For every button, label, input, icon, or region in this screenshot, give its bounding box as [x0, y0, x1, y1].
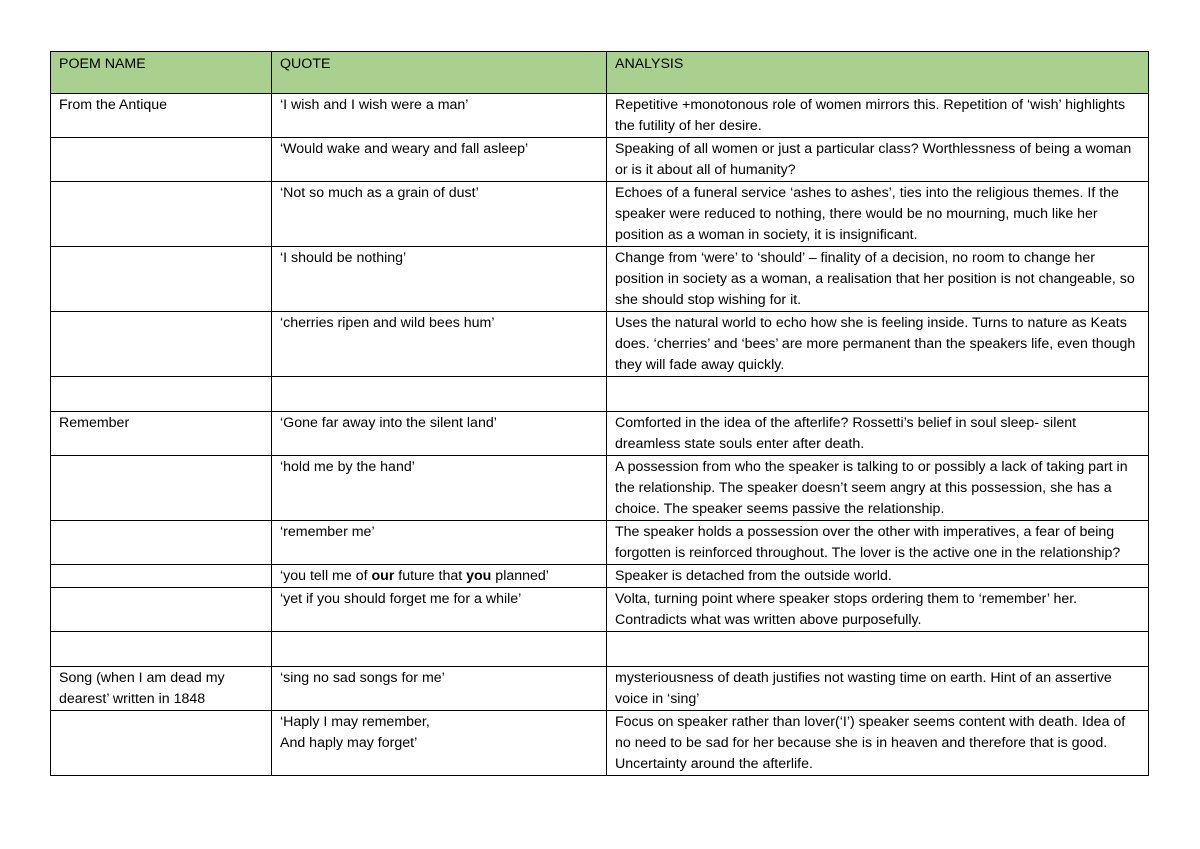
analysis-cell: A possession from who the speaker is talking to or possibly a lack of taking part in the relationship. The speaker doesn’t seem angry at this possession, she has a choice. The speaker seems passive the relationship. [607, 456, 1149, 521]
quote-part: future that [394, 568, 467, 584]
poem-cell [51, 711, 272, 776]
quote-cell: ‘sing no sad songs for me’ [272, 667, 607, 711]
quote-part: ‘you tell me of [280, 568, 372, 584]
poem-cell [51, 456, 272, 521]
analysis-cell: Speaker is detached from the outside world. [607, 565, 1149, 588]
analysis-cell [607, 632, 1149, 667]
analysis-cell: Repetitive +monotonous role of women mirrors this. Repetition of ‘wish’ highlights the futility of her desire. [607, 94, 1149, 138]
quote-cell: ‘Haply I may remember, And haply may forget’ [272, 711, 607, 776]
table-row [51, 94, 1149, 138]
table-row [51, 667, 1149, 711]
analysis-cell: Change from ‘were’ to ‘should’ – finality of a decision, no room to change her position in society as a woman, a realisation that her position is not changeable, so she should stop wishing for it. [607, 247, 1149, 312]
table-row [51, 588, 1149, 632]
quote-cell [272, 377, 607, 412]
poem-cell [51, 312, 272, 377]
analysis-cell: The speaker holds a possession over the other with imperatives, a fear of being forgotten is reinforced throughout. The lover is the active one in the relationship? [607, 521, 1149, 565]
quote-cell: ‘Would wake and weary and fall asleep’ [272, 138, 607, 182]
quote-cell: ‘cherries ripen and wild bees hum’ [272, 312, 607, 377]
table-row [51, 412, 1149, 456]
poem-cell [51, 182, 272, 247]
poem-cell [51, 247, 272, 312]
table-row-empty [51, 632, 1149, 667]
analysis-cell: mysteriousness of death justifies not wasting time on earth. Hint of an assertive voice in ‘sing’ [607, 667, 1149, 711]
poem-cell [51, 521, 272, 565]
quote-cell [272, 565, 607, 588]
poem-cell: Song (when I am dead my dearest’ written in 1848 [51, 667, 272, 711]
poem-cell [51, 565, 272, 588]
analysis-cell [607, 377, 1149, 412]
table-row [51, 247, 1149, 312]
poem-cell: From the Antique [51, 94, 272, 138]
quote-cell: ‘Not so much as a grain of dust’ [272, 182, 607, 247]
table-row-empty [51, 377, 1149, 412]
table-row [51, 456, 1149, 521]
analysis-cell: Echoes of a funeral service ‘ashes to ashes’, ties into the religious themes. If the speaker were reduced to nothing, there would be no mourning, much like her position as a woman in society, it is insignificant. [607, 182, 1149, 247]
quote-cell: ‘I should be nothing’ [272, 247, 607, 312]
table-row [51, 565, 1149, 588]
poem-cell [51, 588, 272, 632]
analysis-cell: Speaking of all women or just a particular class? Worthlessness of being a woman or is it about all of humanity? [607, 138, 1149, 182]
quote-part-bold: our [371, 568, 395, 584]
header-analysis: ANALYSIS [607, 52, 1149, 94]
header-poem-name: POEM NAME [51, 52, 272, 94]
analysis-cell: Comforted in the idea of the afterlife? Rossetti’s belief in soul sleep- silent dreamless state souls enter after death. [607, 412, 1149, 456]
table-header-row [51, 52, 1149, 94]
quote-cell [272, 632, 607, 667]
poem-cell [51, 377, 272, 412]
quote-cell: ‘I wish and I wish were a man’ [272, 94, 607, 138]
poem-analysis-table [50, 51, 1149, 776]
quote-cell: ‘remember me’ [272, 521, 607, 565]
quote-part: planned’ [491, 568, 549, 584]
table-row [51, 711, 1149, 776]
poem-cell [51, 138, 272, 182]
analysis-cell: Focus on speaker rather than lover(‘I’) speaker seems content with death. Idea of no need to be sad for her because she is in heaven and therefore that is good. Uncertainty around the afterlife. [607, 711, 1149, 776]
table-row [51, 312, 1149, 377]
header-quote: QUOTE [272, 52, 607, 94]
poem-cell [51, 632, 272, 667]
poem-cell: Remember [51, 412, 272, 456]
analysis-cell: Volta, turning point where speaker stops ordering them to ‘remember’ her. Contradicts what was written above purposefully. [607, 588, 1149, 632]
quote-part-bold: you [466, 568, 492, 584]
quote-cell: ‘yet if you should forget me for a while’ [272, 588, 607, 632]
quote-cell: ‘hold me by the hand’ [272, 456, 607, 521]
quote-cell: ‘Gone far away into the silent land’ [272, 412, 607, 456]
table-row [51, 182, 1149, 247]
table-row [51, 138, 1149, 182]
table-row [51, 521, 1149, 565]
analysis-cell: Uses the natural world to echo how she is feeling inside. Turns to nature as Keats does. ‘cherries’ and ‘bees’ are more permanent than the speakers life, even though they will fade away quickly. [607, 312, 1149, 377]
